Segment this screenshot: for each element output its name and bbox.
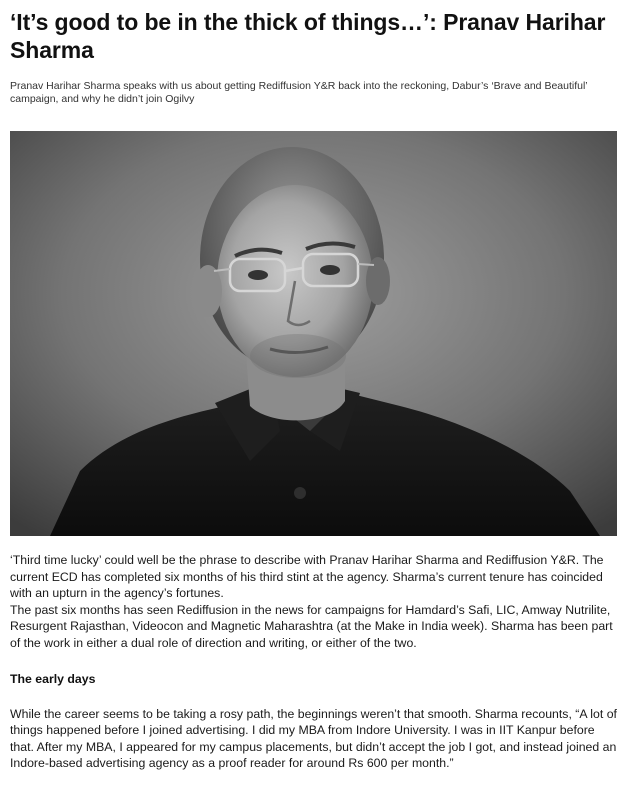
section-heading: The early days [10, 671, 96, 686]
headline: ‘It’s good to be in the thick of things…’: Pranav Harihar Sharma [10, 9, 606, 63]
paragraph-early-days: While the career seems to be taking a rosy path, the beginnings weren’t that smooth. Sharma recounts, “A lot of things happened before I joined advertising. I did my MBA from Indore University. I was in IIT Kanpur before that. After my MBA, I appeared for my campus placements, but didn’t accept the job I got, and instead joined an Indore-based advertising agency as a proof reader for around Rs 600 per month.” [10, 706, 617, 771]
portrait-photo [10, 131, 617, 536]
standfirst: Pranav Harihar Sharma speaks with us about getting Rediffusion Y&R back into the reckoning, Dabur’s ‘Brave and Beautiful’ campaign, and why he didn’t join Ogilvy [10, 80, 588, 105]
paragraph-intro: ‘Third time lucky’ could well be the phrase to describe with Pranav Harihar Sharma and Rediffusion Y&R. The current ECD has completed six months of his third stint at the agency. Sharma’s current tenure has coincided with an upturn in the agency’s fortunes. [10, 553, 604, 601]
paragraph-campaigns: The past six months has seen Rediffusion in the news for campaigns for Hamdard’s Safi, LIC, Amway Nutrilite, Resurgent Rajasthan, Videocon and Magnetic Maharashtra (at the Make in India week). Sharma has been part of the work in either a dual role of direction and writing, or either of the two. [10, 602, 613, 650]
portrait-illustration [10, 131, 617, 536]
article [10, 8, 617, 772]
